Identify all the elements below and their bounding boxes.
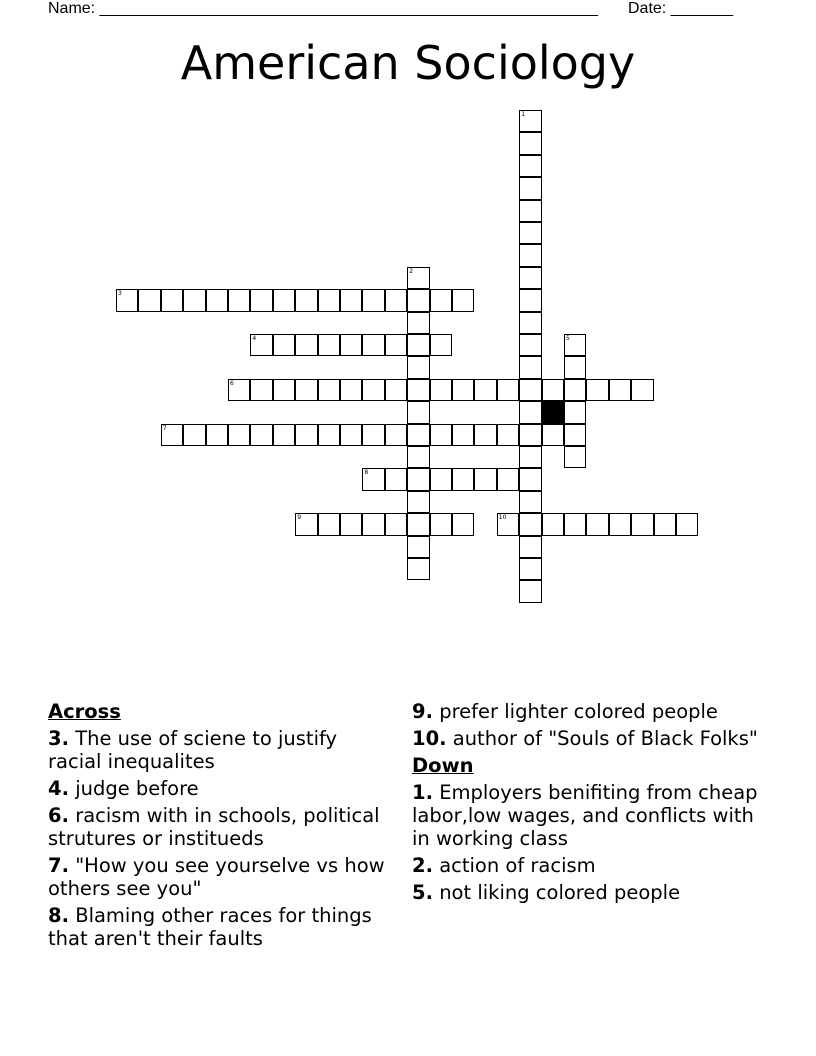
grid-cell[interactable] xyxy=(250,289,272,311)
clues-left-column xyxy=(48,700,393,954)
grid-cell[interactable] xyxy=(407,312,429,334)
grid-cell[interactable] xyxy=(295,424,317,446)
grid-cell[interactable] xyxy=(564,356,586,378)
grid-cell[interactable] xyxy=(407,424,429,446)
clue-text: The use of sciene to justify racial inequalites xyxy=(48,727,338,773)
date-field-label: Date: _______ xyxy=(628,0,733,17)
clue-across-10 xyxy=(412,727,772,750)
clue-text: not liking colored people xyxy=(439,881,681,904)
clue-text: judge before xyxy=(75,777,199,800)
grid-cell[interactable] xyxy=(452,513,474,535)
grid-cell[interactable] xyxy=(430,424,452,446)
grid-cell[interactable] xyxy=(564,424,586,446)
grid-cell[interactable] xyxy=(497,513,519,535)
grid-cell[interactable] xyxy=(519,312,541,334)
clue-text: racism with in schools, political strutures or institueds xyxy=(48,804,380,850)
grid-cell[interactable] xyxy=(273,334,295,356)
grid-cell[interactable] xyxy=(407,536,429,558)
cell-number: 5 xyxy=(566,335,570,342)
grid-cell[interactable] xyxy=(407,401,429,423)
cell-number: 6 xyxy=(230,379,234,387)
clue-number: 5. xyxy=(412,881,433,904)
grid-cell[interactable] xyxy=(497,468,519,490)
grid-cell[interactable] xyxy=(564,513,586,535)
grid-cell[interactable] xyxy=(586,513,608,535)
clue-down-1 xyxy=(412,781,772,850)
grid-cell[interactable] xyxy=(452,289,474,311)
grid-cell[interactable] xyxy=(407,356,429,378)
grid-cell[interactable] xyxy=(519,222,541,244)
clue-text: action of racism xyxy=(439,854,596,877)
clue-number: 9. xyxy=(412,700,433,723)
grid-cell[interactable] xyxy=(519,267,541,289)
grid-cell[interactable] xyxy=(564,401,586,423)
grid-cell[interactable] xyxy=(407,446,429,468)
grid-cell[interactable] xyxy=(362,513,384,535)
grid-cell[interactable] xyxy=(138,289,160,311)
grid-cell[interactable] xyxy=(340,513,362,535)
grid-cell[interactable] xyxy=(183,424,205,446)
grid-cell[interactable] xyxy=(318,424,340,446)
grid-cell[interactable] xyxy=(250,424,272,446)
grid-cell[interactable] xyxy=(340,424,362,446)
grid-cell[interactable] xyxy=(474,424,496,446)
cell-number: 2 xyxy=(409,267,414,275)
grid-cell[interactable] xyxy=(430,379,452,401)
grid-cell[interactable] xyxy=(250,334,272,356)
grid-cell[interactable] xyxy=(407,513,429,535)
grid-cell[interactable] xyxy=(340,334,362,356)
grid-cell[interactable] xyxy=(407,334,429,356)
grid-cell[interactable] xyxy=(318,379,340,401)
grid-cell[interactable] xyxy=(519,424,541,446)
grid-cell[interactable] xyxy=(519,379,541,401)
clue-down-2 xyxy=(412,854,772,877)
grid-cell[interactable] xyxy=(318,513,340,535)
grid-cell[interactable] xyxy=(519,356,541,378)
grid-cell[interactable] xyxy=(385,424,407,446)
clue-across-8 xyxy=(48,904,393,950)
clue-across-9 xyxy=(412,700,772,723)
grid-cell[interactable] xyxy=(631,513,653,535)
clue-across-7 xyxy=(48,854,393,900)
grid-cell[interactable] xyxy=(250,379,272,401)
grid-cell[interactable] xyxy=(206,424,228,446)
clue-text: prefer lighter colored people xyxy=(439,700,718,723)
grid-cell[interactable] xyxy=(228,289,250,311)
grid-cell[interactable] xyxy=(452,468,474,490)
grid-cell[interactable] xyxy=(340,379,362,401)
grid-cell[interactable] xyxy=(385,513,407,535)
grid-cell[interactable] xyxy=(407,491,429,513)
grid-cell[interactable] xyxy=(542,513,564,535)
grid-cell[interactable] xyxy=(407,289,429,311)
grid-cell[interactable] xyxy=(609,379,631,401)
grid-cell[interactable] xyxy=(430,468,452,490)
cell-number: 1 xyxy=(521,111,526,118)
grid-cell[interactable] xyxy=(161,424,183,446)
clue-number: 6. xyxy=(48,804,69,827)
grid-cell[interactable] xyxy=(519,558,541,580)
grid-cell[interactable] xyxy=(430,334,452,356)
down-heading: Down xyxy=(412,754,474,777)
grid-cell[interactable] xyxy=(295,334,317,356)
clue-across-3 xyxy=(48,727,393,773)
grid-cell[interactable] xyxy=(407,267,429,289)
clue-number: 7. xyxy=(48,854,69,877)
clue-text: author of "Souls of Black Folks" xyxy=(452,727,758,750)
grid-cell[interactable] xyxy=(586,379,608,401)
grid-cell[interactable] xyxy=(519,155,541,177)
grid-cell[interactable] xyxy=(519,491,541,513)
grid-cell[interactable] xyxy=(206,289,228,311)
grid-cell[interactable] xyxy=(631,379,653,401)
puzzle-title: American Sociology xyxy=(180,36,636,90)
clue-number: 8. xyxy=(48,904,69,927)
grid-cell[interactable] xyxy=(654,513,676,535)
clue-number: 1. xyxy=(412,781,433,804)
grid-cell[interactable] xyxy=(116,289,138,311)
grid-cell[interactable] xyxy=(564,379,586,401)
grid-cell[interactable] xyxy=(385,468,407,490)
grid-cell[interactable] xyxy=(385,334,407,356)
clue-number: 4. xyxy=(48,777,69,800)
grid-cell[interactable] xyxy=(318,289,340,311)
grid-cell[interactable] xyxy=(228,379,250,401)
clue-down-5 xyxy=(412,881,772,904)
grid-cell[interactable] xyxy=(430,513,452,535)
grid-cell[interactable] xyxy=(273,379,295,401)
grid-cell[interactable] xyxy=(430,289,452,311)
grid-cell[interactable] xyxy=(318,334,340,356)
grid-cell[interactable] xyxy=(295,379,317,401)
grid-cell[interactable] xyxy=(273,424,295,446)
grid-cell[interactable] xyxy=(452,379,474,401)
grid-cell[interactable] xyxy=(519,401,541,423)
grid-cell[interactable] xyxy=(519,289,541,311)
clues-right-column xyxy=(412,700,772,908)
grid-cell[interactable] xyxy=(519,200,541,222)
grid-cell[interactable] xyxy=(676,513,698,535)
grid-cell[interactable] xyxy=(385,289,407,311)
grid-cell[interactable] xyxy=(407,379,429,401)
clue-across-4 xyxy=(48,777,393,800)
clue-text: Employers benifiting from cheap labor,low wages, and conflicts with in working class xyxy=(412,781,758,850)
grid-cell[interactable] xyxy=(407,468,429,490)
grid-cell[interactable] xyxy=(295,513,317,535)
grid-cell[interactable] xyxy=(452,424,474,446)
grid-cell[interactable] xyxy=(519,244,541,266)
clue-text: "How you see yourselve vs how others see you" xyxy=(48,854,385,900)
cell-number: 9 xyxy=(297,514,302,522)
grid-cell[interactable] xyxy=(295,289,317,311)
grid-cell[interactable] xyxy=(474,468,496,490)
grid-cell[interactable] xyxy=(228,424,250,446)
grid-cell[interactable] xyxy=(519,446,541,468)
grid-cell[interactable] xyxy=(519,580,541,602)
grid-cell[interactable] xyxy=(362,289,384,311)
name-field-label: Name: ________________________________________________________ xyxy=(48,0,598,17)
grid-cell[interactable] xyxy=(273,289,295,311)
grid-cell[interactable] xyxy=(407,558,429,580)
clue-number: 10. xyxy=(412,727,447,750)
grid-cell[interactable] xyxy=(519,177,541,199)
grid-cell[interactable] xyxy=(564,446,586,468)
black-cell xyxy=(542,401,564,423)
cell-number: 4 xyxy=(252,335,257,342)
grid-cell[interactable] xyxy=(362,379,384,401)
across-heading: Across xyxy=(48,700,121,723)
cell-number: 3 xyxy=(118,290,122,298)
grid-cell[interactable] xyxy=(519,513,541,535)
grid-cell[interactable] xyxy=(497,379,519,401)
grid-cell[interactable] xyxy=(564,334,586,356)
grid-cell[interactable] xyxy=(385,379,407,401)
grid-cell[interactable] xyxy=(609,513,631,535)
grid-cell[interactable] xyxy=(161,289,183,311)
grid-cell[interactable] xyxy=(519,468,541,490)
grid-cell[interactable] xyxy=(519,132,541,154)
cell-number: 7 xyxy=(162,424,167,432)
cell-number: 10 xyxy=(498,514,507,522)
grid-cell[interactable] xyxy=(362,334,384,356)
grid-cell[interactable] xyxy=(542,424,564,446)
clue-across-6 xyxy=(48,804,393,850)
grid-cell[interactable] xyxy=(519,334,541,356)
clue-number: 2. xyxy=(412,854,433,877)
grid-cell[interactable] xyxy=(474,379,496,401)
grid-cell[interactable] xyxy=(519,110,541,132)
grid-cell[interactable] xyxy=(362,424,384,446)
cell-number: 8 xyxy=(364,469,369,477)
clue-number: 3. xyxy=(48,727,69,750)
grid-cell[interactable] xyxy=(340,289,362,311)
grid-cell[interactable] xyxy=(362,468,384,490)
grid-cell[interactable] xyxy=(497,424,519,446)
clue-text: Blaming other races for things that aren't their faults xyxy=(48,904,372,950)
grid-cell[interactable] xyxy=(542,379,564,401)
grid-cell[interactable] xyxy=(519,536,541,558)
grid-cell[interactable] xyxy=(183,289,205,311)
